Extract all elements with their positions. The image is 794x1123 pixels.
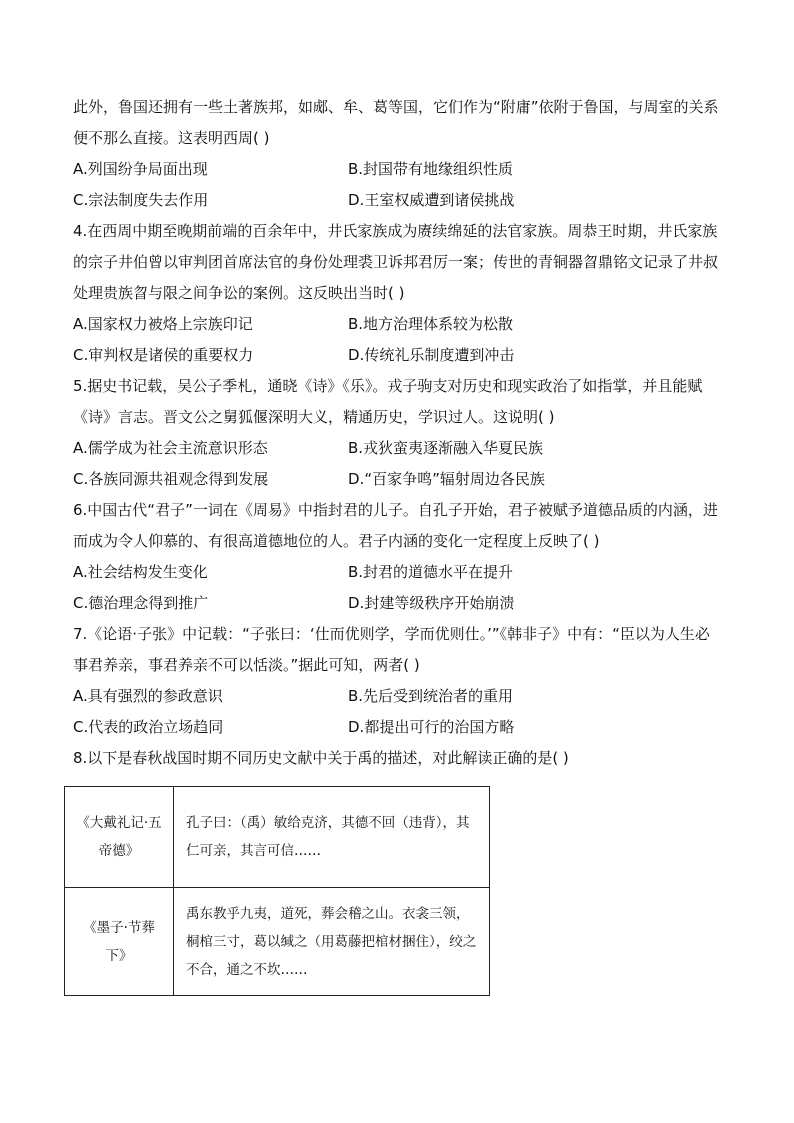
question-3-option-c[interactable]: C.宗法制度失去作用 <box>73 191 209 209</box>
document-source: 《墨子·节葬下》 <box>65 888 174 996</box>
document-text: 禹东教乎九夷，道死，葬会稽之山。衣衾三领，桐棺三寸，葛以缄之（用葛藤把棺材捆住），绞之不合，通之不坎…… <box>174 888 490 996</box>
question-6-options-row-1 <box>73 557 723 588</box>
question-8-stem: 8.以下是春秋战国时期不同历史文献中关于禹的描述，对此解读正确的是( ) <box>73 749 569 767</box>
question-5-stem: 5.据史书记载，吴公子季札，通晓《诗》《乐》。戎子驹支对历史和现实政治了如指掌，并且能赋《诗》言志。晋文公之舅狐偃深明大义，精通历史，学识过人。这说明( ) <box>73 377 703 426</box>
question-3-option-b[interactable]: B.封国带有地缘组织性质 <box>348 160 514 178</box>
question-4-option-c[interactable]: C.审判权是诸侯的重要权力 <box>73 346 254 364</box>
table-row <box>65 787 490 888</box>
question-7-option-d[interactable]: D.都提出可行的治国方略 <box>348 718 515 736</box>
question-5-options-row-1 <box>73 433 723 464</box>
question-6-stem: 6.中国古代“君子”一词在《周易》中指封君的儿子。自孔子开始，君子被赋予道德品质的内涵，进而成为令人仰慕的、有很高道德地位的人。君子内涵的变化一定程度上反映了( ) <box>73 501 718 550</box>
question-7-option-b[interactable]: B.先后受到统治者的重用 <box>348 687 514 705</box>
question-5-options-row-2 <box>73 464 723 495</box>
question-4-option-d[interactable]: D.传统礼乐制度遭到冲击 <box>348 346 515 364</box>
question-3-option-d[interactable]: D.王室权威遭到诸侯挑战 <box>348 191 515 209</box>
question-7-option-c[interactable]: C.代表的政治立场趋同 <box>73 718 224 736</box>
question-6-option-d[interactable]: D.封建等级秩序开始崩溃 <box>348 594 515 612</box>
question-7-option-a[interactable]: A.具有强烈的参政意识 <box>73 687 223 705</box>
question-5-option-d[interactable]: D.“百家争鸣”辐射周边各民族 <box>348 470 545 488</box>
question-3-option-a[interactable]: A.列国纷争局面出现 <box>73 160 208 178</box>
question-6-options-row-2 <box>73 588 723 619</box>
document-text: 孔子曰：（禹）敏给克济，其德不回（违背），其仁可亲，其言可信…… <box>174 787 490 888</box>
question-5-option-b[interactable]: B.戎狄蛮夷逐渐融入华夏民族 <box>348 439 544 457</box>
document-source: 《大戴礼记·五帝德》 <box>65 787 174 888</box>
question-6-option-a[interactable]: A.社会结构发生变化 <box>73 563 208 581</box>
question-5-option-a[interactable]: A.儒学成为社会主流意识形态 <box>73 439 268 457</box>
question-6-option-c[interactable]: C.德治理念得到推广 <box>73 594 209 612</box>
question-4-option-b[interactable]: B.地方治理体系较为松散 <box>348 315 514 333</box>
question-3-options-row-2 <box>73 185 723 216</box>
question-7-options-row-1 <box>73 681 723 712</box>
question-3-stem: 此外，鲁国还拥有一些土著族邦，如郕、牟、葛等国，它们作为“附庸”依附于鲁国，与周室的关系便不那么直接。这表明西周( ) <box>73 98 719 147</box>
source-documents-table <box>64 786 490 996</box>
question-4-options-row-1 <box>73 309 723 340</box>
question-3-options-row-1 <box>73 154 723 185</box>
question-4-stem: 4.在西周中期至晚期前端的百余年中，井氏家族成为赓续绵延的法官家族。周恭王时期，井氏家族的宗子井伯曾以审判团首席法官的身份处理裘卫诉邦君厉一案；传世的青铜器曶鼎铭文记录了井叔处理贵族曶与限之间争讼的案例。这反映出当时( ) <box>73 222 719 302</box>
question-4-options-row-2 <box>73 340 723 371</box>
question-6-option-b[interactable]: B.封君的道德水平在提升 <box>348 563 514 581</box>
question-4-option-a[interactable]: A.国家权力被烙上宗族印记 <box>73 315 253 333</box>
question-7-stem: 7.《论语·子张》中记载：“子张曰：‘仕而优则学，学而优则仕。’”《韩非子》中有：“臣以为人生必事君养亲，事君养亲不可以恬淡。”据此可知，两者( ) <box>73 625 710 674</box>
question-5-option-c[interactable]: C.各族同源共祖观念得到发展 <box>73 470 269 488</box>
table-row <box>65 888 490 996</box>
question-7-options-row-2 <box>73 712 723 743</box>
